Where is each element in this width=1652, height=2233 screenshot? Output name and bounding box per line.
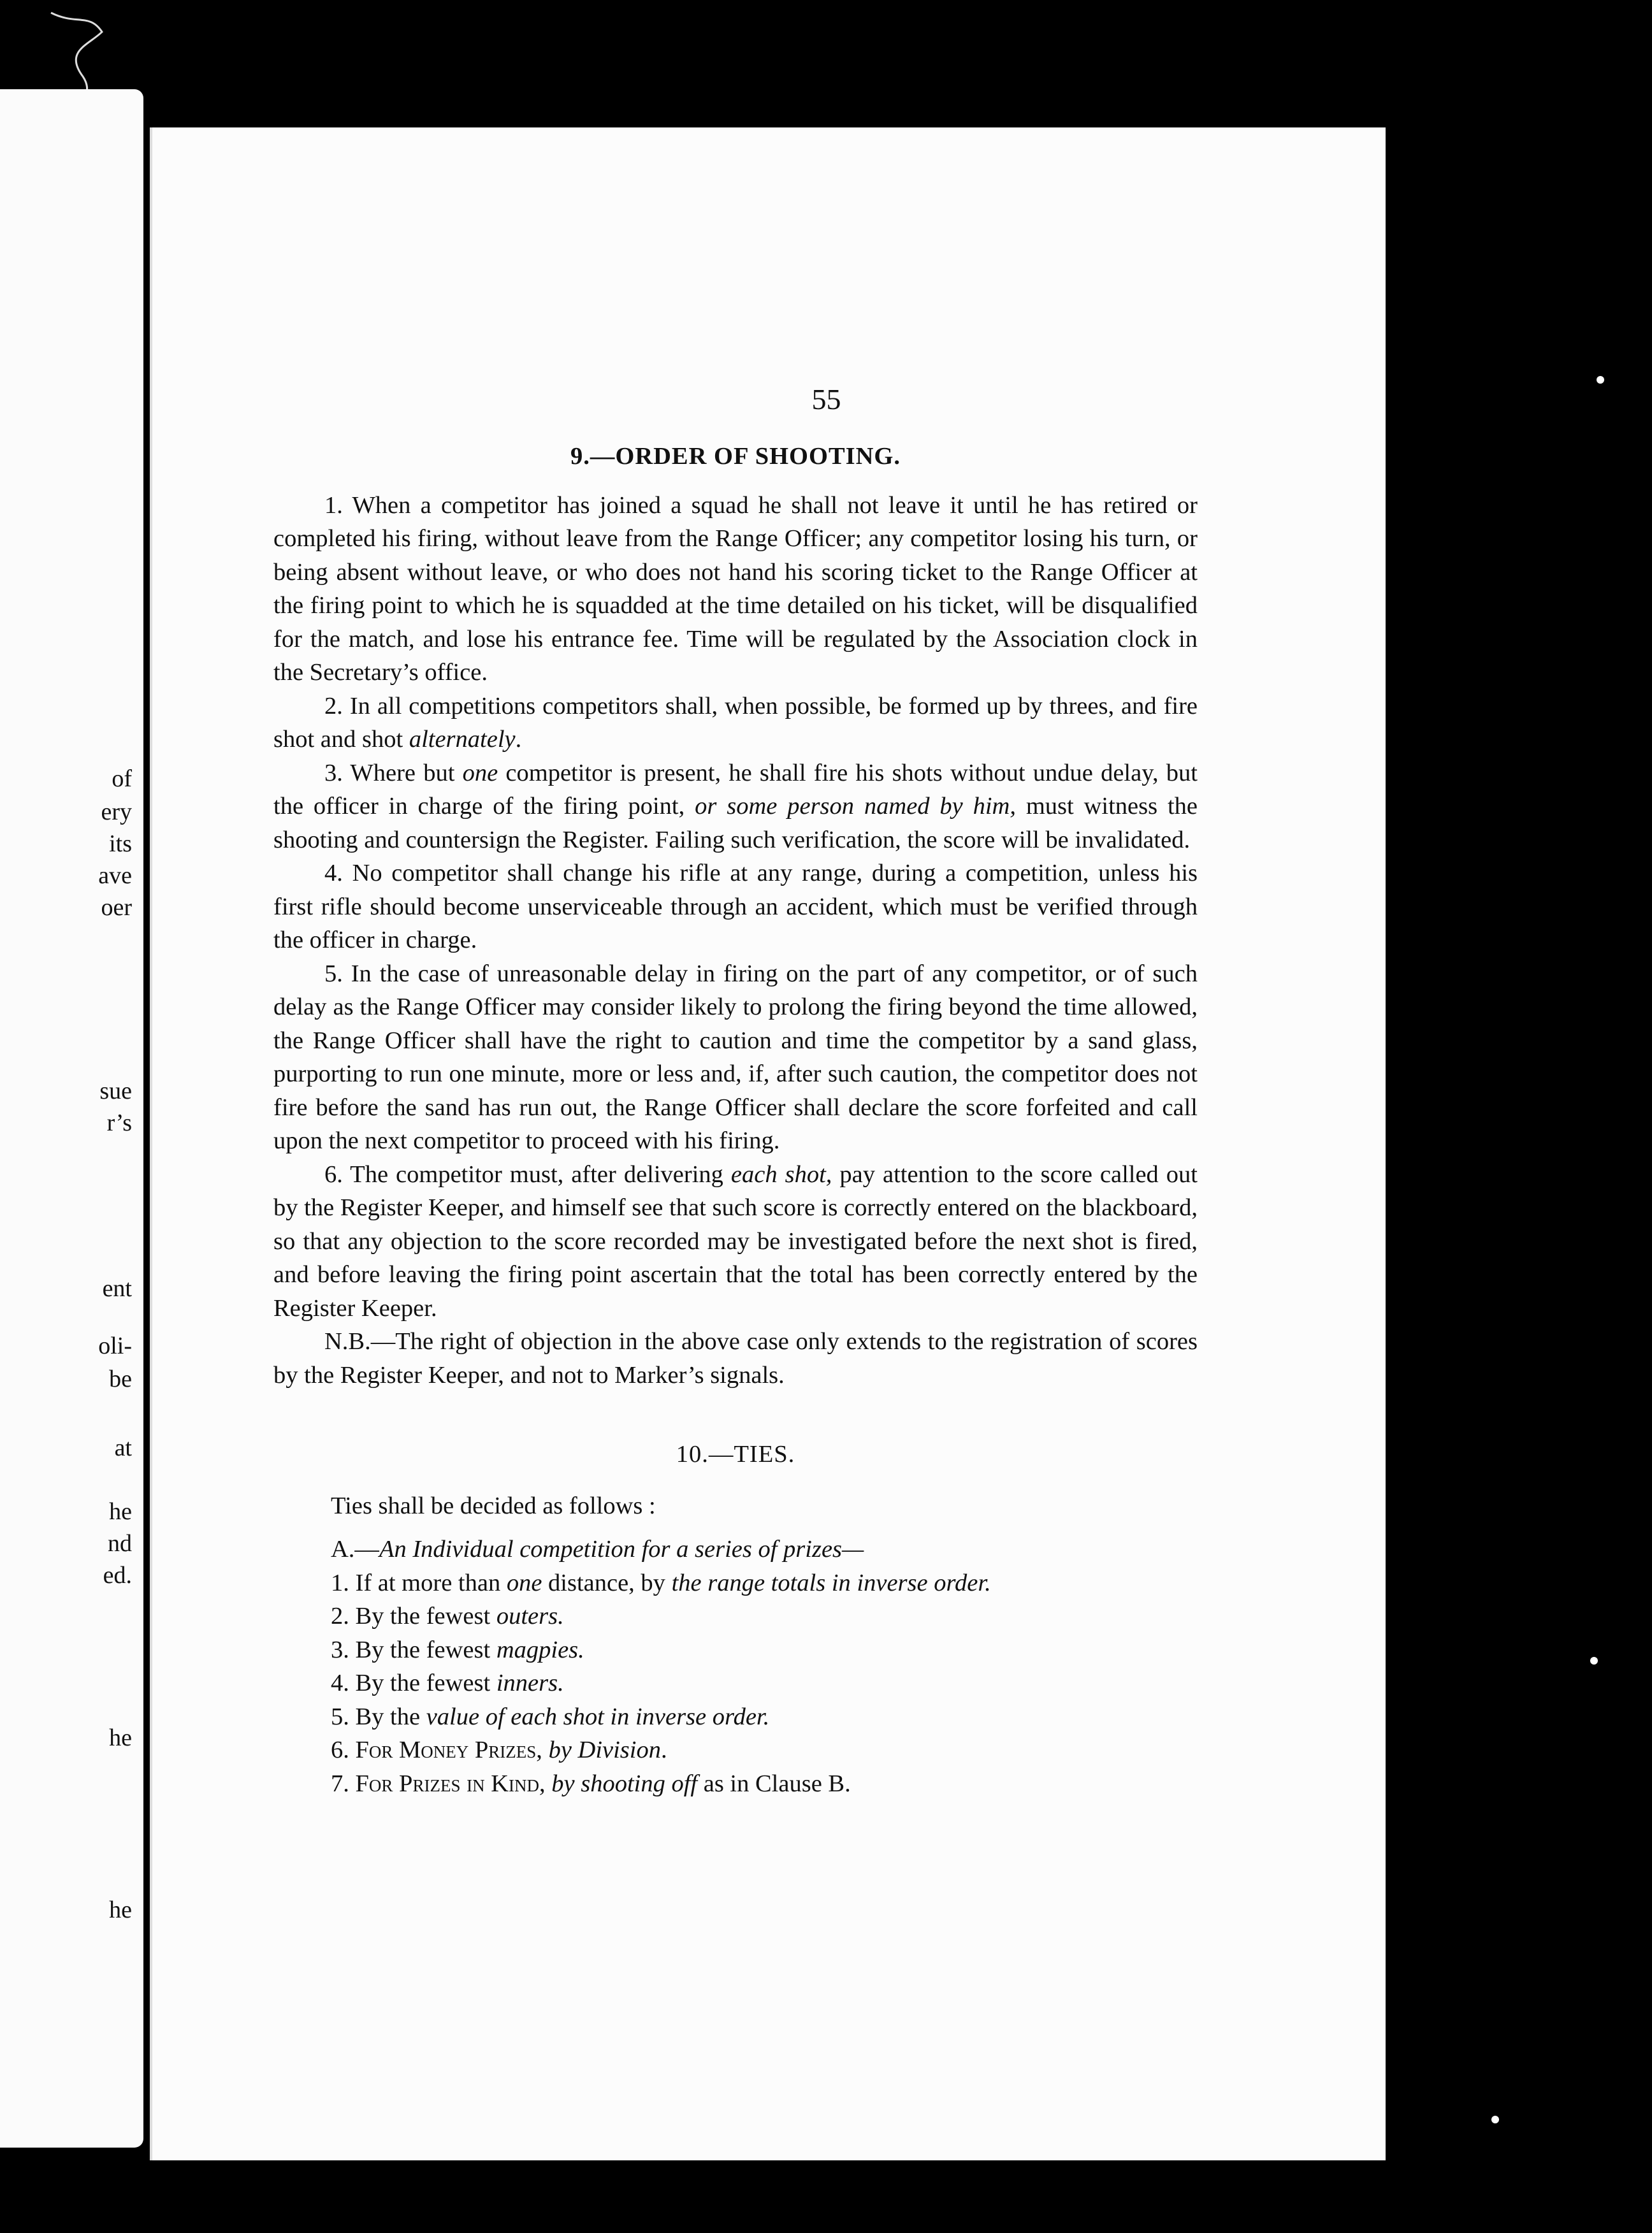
left-fragment: he (109, 1498, 132, 1525)
left-fragment: he (109, 1897, 132, 1923)
paragraph-nb: N.B.—The right of objection in the above case only extends to the registration of scores by the Register Keeper, and not to Marker’s signals. (273, 1328, 1198, 1389)
left-fragment: ed. (103, 1562, 132, 1589)
left-fragment: be (109, 1366, 132, 1392)
left-fragment: r’s (106, 1109, 132, 1136)
list-item: 1. If at more than one distance, by the range totals in inverse order. (331, 1569, 991, 1596)
dust-speck (1491, 2116, 1499, 2123)
left-fragment: ave (98, 862, 132, 889)
list-item: 3. By the fewest magpies. (331, 1636, 584, 1663)
ties-subheading: A.—An Individual competition for a series of prizes— (331, 1536, 864, 1563)
page-body (273, 440, 1198, 1800)
left-fragment: he (109, 1724, 132, 1751)
paragraph-4: 4. No competitor shall change his rifle at any range, during a competition, unless his first rifle should become unserviceable through an accident, which must be verified through the officer in charge. (273, 860, 1198, 953)
ties-intro: Ties shall be decided as follows : (331, 1492, 656, 1519)
left-fragment: ent (102, 1275, 132, 1302)
paragraph-5: 5. In the case of unreasonable delay in firing on the part of any competitor, or of such delay as the Range Officer may consider likely to prolong the firing beyond the time allowed, the Range Officer shall have the right to caution and time the competitor by a sand glass, purporting to run one minute, more or less and, if, after such caution, the competitor does not fire before the sand has run out, the Range Officer shall declare the score forfeited and call upon the next competitor to proceed with his firing. (273, 960, 1198, 1154)
list-item: 7. For Prizes in Kind, by shooting off as in Clause B. (331, 1770, 851, 1797)
left-page-edge (0, 89, 143, 2148)
section-heading-order-of-shooting: 9.—ORDER OF SHOOTING. (570, 443, 901, 470)
left-fragment: nd (108, 1530, 132, 1557)
dust-speck (1590, 1657, 1598, 1665)
page-number: 55 (811, 383, 841, 416)
paragraph-2: 2. In all competitions competitors shall, when possible, be formed up by threes, and fire shot and shot alternately. (273, 692, 1198, 753)
ties-rules (331, 1489, 1198, 1801)
left-fragment: at (114, 1434, 132, 1461)
section-heading-ties: 10.—TIES. (676, 1441, 795, 1468)
list-item: 4. By the fewest inners. (331, 1670, 564, 1696)
paragraph-6: 6. The competitor must, after delivering each shot, pay attention to the score called out by the Register Keeper, and himself see that such score is correctly entered on the blackboard, so that any objection to the score recorded may be investigated before the next shot is fired, and before leaving the firing point ascertain that the total has been correctly entered by the Register Keeper. (273, 1160, 1198, 1322)
book-page (150, 127, 1386, 2160)
left-fragment: oli- (98, 1333, 132, 1359)
left-fragment: ery (101, 799, 132, 825)
list-item: 6. For Money Prizes, by Division. (331, 1737, 667, 1763)
list-item: 2. By the fewest outers. (331, 1603, 564, 1630)
left-fragment: sue (99, 1078, 132, 1104)
left-fragment: its (109, 830, 132, 857)
left-fragment: of (112, 765, 132, 792)
paragraph-1: 1. When a competitor has joined a squad he shall not leave it until he has retired or completed his firing, without leave from the Range Officer; any competitor losing his turn, or being absent without leave, or who does not hand his scoring ticket to the Range Officer at the firing point to which he is squadded at the time detailed on his ticket, will be disqualified for the match, and lose his entrance fee. Time will be regulated by the Association clock in the Secretary’s office. (273, 491, 1198, 686)
dust-speck (1597, 376, 1604, 384)
left-fragment: oer (101, 894, 132, 921)
paragraph-3: 3. Where but one competitor is present, he shall fire his shots without undue delay, but the officer in charge of the firing point, or some person named by him, must witness the shooting and countersign the Register. Failing such verification, the score will be invalidated. (273, 759, 1198, 853)
list-item: 5. By the value of each shot in inverse order. (331, 1703, 770, 1730)
